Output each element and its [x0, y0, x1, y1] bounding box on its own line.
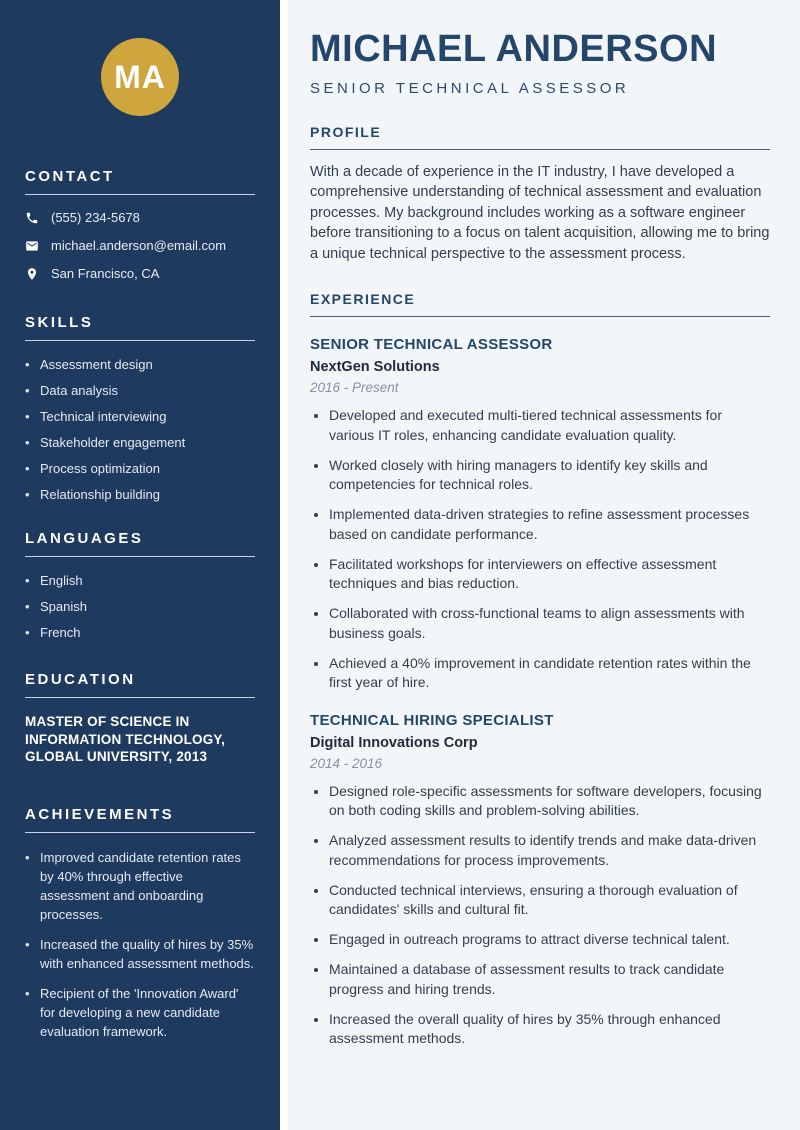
sidebar-section-languages — [25, 530, 255, 641]
contact-row-phone — [25, 210, 255, 225]
contact-phone-text: (555) 234-5678 — [51, 210, 140, 225]
sidebar-main-divider — [280, 0, 288, 1130]
job-bullet: • Conducted technical interviews, ensuring a thorough evaluation of candidates' skills and cultural fit. — [329, 881, 770, 920]
email-icon — [25, 239, 39, 253]
profile-text: With a decade of experience in the IT industry, I have developed a comprehensive understanding of technical assessment and evaluation processes. My background includes working as a software engineer before transitioning to a focus on talent acquisition, allowing me to bring a unique technical perspective to the assessment process. — [310, 163, 770, 262]
job-bullet: • Facilitated workshops for interviewers on effective assessment techniques and bias reduction. — [329, 555, 770, 594]
job-bullet: • Collaborated with cross-functional teams to align assessments with business goals. — [329, 604, 770, 643]
job-bullet: • Designed role-specific assessments for software developers, focusing on both coding skills and problem-solving abilities. — [329, 782, 770, 821]
sidebar-section-education — [25, 671, 255, 766]
achievement-item: • Recipient of the 'Innovation Award' for developing a new candidate evaluation framework. — [25, 984, 255, 1041]
contact-heading: CONTACT — [25, 168, 115, 185]
achievements-heading: ACHIEVEMENTS — [25, 805, 175, 823]
skills-heading: SKILLS — [25, 314, 94, 331]
job-bullets — [310, 782, 770, 1049]
skill-item: • Data analysis — [25, 382, 255, 399]
experience-section — [310, 291, 770, 1049]
person-name: MICHAEL ANDERSON — [310, 28, 718, 70]
sidebar-section-skills — [25, 314, 255, 503]
sidebar-section-achievements — [25, 806, 255, 1041]
language-item: • English — [25, 572, 255, 589]
job-bullet: • Analyzed assessment results to identify trends and make data-driven recommendations for process improvements. — [329, 831, 770, 870]
languages-list — [25, 572, 255, 641]
languages-heading: LANGUAGES — [25, 530, 144, 547]
job-bullet: • Implemented data-driven strategies to refine assessment processes based on candidate performance. — [329, 505, 770, 544]
job-title: TECHNICAL HIRING SPECIALIST — [310, 711, 554, 729]
sidebar — [0, 0, 280, 1130]
job-title: SENIOR TECHNICAL ASSESSOR — [310, 336, 553, 354]
language-item: • Spanish — [25, 598, 255, 615]
skill-item: • Assessment design — [25, 356, 255, 373]
avatar-initials: MA — [114, 58, 166, 95]
achievements-list — [25, 848, 255, 1041]
contact-email-text: michael.anderson@email.com — [51, 238, 227, 253]
education-heading: EDUCATION — [25, 671, 136, 688]
skills-rule — [25, 340, 255, 341]
achievement-item: • Improved candidate retention rates by 40% through effective assessment and onboarding processes. — [25, 848, 255, 924]
contact-row-location — [25, 266, 255, 281]
education-rule — [25, 697, 255, 698]
contact-row-email — [25, 238, 255, 253]
job-company: NextGen Solutions — [310, 359, 440, 376]
avatar-wrap — [25, 38, 255, 116]
languages-rule — [25, 556, 255, 557]
job-entry-1 — [310, 336, 770, 693]
job-bullet: • Worked closely with hiring managers to identify key skills and competencies for technical roles. — [329, 456, 770, 495]
job-bullet: • Increased the overall quality of hires by 35% through enhanced assessment methods. — [329, 1010, 770, 1049]
skills-list — [25, 356, 255, 503]
location-icon — [25, 267, 39, 281]
job-dates: 2014 - 2016 — [310, 755, 383, 771]
job-dates: 2016 - Present — [310, 380, 399, 396]
phone-icon — [25, 211, 39, 225]
skill-item: • Stakeholder engagement — [25, 434, 255, 451]
education-text: MASTER OF SCIENCE IN INFORMATION TECHNOLOGY, GLOBAL UNIVERSITY, 2013 — [25, 714, 226, 764]
job-entry-2 — [310, 712, 770, 1049]
person-title: SENIOR TECHNICAL ASSESSOR — [310, 79, 630, 97]
achievement-item: • Increased the quality of hires by 35% with enhanced assessment methods. — [25, 935, 255, 973]
experience-heading: EXPERIENCE — [310, 291, 770, 317]
contact-location-text: San Francisco, CA — [51, 266, 160, 281]
achievements-rule — [25, 832, 255, 833]
language-item: • French — [25, 624, 255, 641]
profile-section — [310, 124, 770, 265]
job-bullets — [310, 406, 770, 693]
job-bullet: • Engaged in outreach programs to attract diverse technical talent. — [329, 930, 770, 950]
job-bullet: • Maintained a database of assessment results to track candidate progress and hiring trends. — [329, 960, 770, 999]
avatar — [101, 38, 179, 116]
skill-item: • Relationship building — [25, 486, 255, 503]
contact-rule — [25, 194, 255, 195]
skill-item: • Technical interviewing — [25, 408, 255, 425]
skill-item: • Process optimization — [25, 460, 255, 477]
job-company: Digital Innovations Corp — [310, 734, 478, 751]
profile-heading: PROFILE — [310, 124, 770, 150]
job-bullet: • Achieved a 40% improvement in candidate retention rates within the first year of hire. — [329, 654, 770, 693]
sidebar-section-contact — [25, 168, 255, 281]
main-content — [288, 0, 800, 1130]
job-bullet: • Developed and executed multi-tiered technical assessments for various IT roles, enhancing candidate evaluation quality. — [329, 406, 770, 445]
